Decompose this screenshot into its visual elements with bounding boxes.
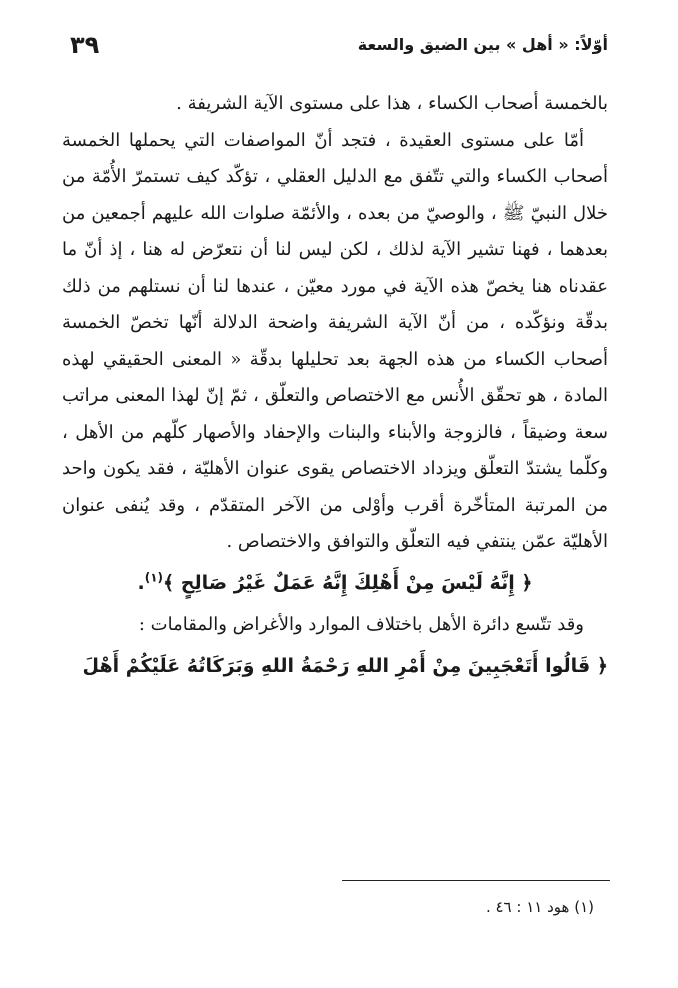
running-head: أوّلاً: « أهل » بين الضيق والسعة [357, 35, 608, 54]
page-number: ٣٩ [70, 31, 100, 59]
verse-1-text: ﴿ إِنَّهُ لَيْسَ مِنْ أَهْلِكَ إِنَّهُ عَمَلٌ غَيْرُ صَالِحٍ ﴾ [163, 571, 533, 594]
footnote-divider [342, 880, 610, 881]
paragraph-3: وقد تتّسع دائرة الأهل باختلاف الموارد والأغراض والمقامات : [138, 614, 584, 635]
paragraph-1: بالخمسة أصحاب الكساء ، هذا على مستوى الآية الشريفة . [176, 93, 608, 114]
paragraph-2: أمّا على مستوى العقيدة ، فتجد أنّ المواصفات التي يحملها الخمسة أصحاب الكساء والتي تتّفق مع الدليل العقلي ، تؤكّد كيف تستمرّ الأُمّة من خلال النبيّ ﷺ ، والوصيّ من بعده ، والأئمّة صلوات الله عليهم أجمعين من بعدهما ، فهنا تشير الآية لذلك ، لكن ليس لنا أن نتعرّض له هنا ، إذ أنّ ما عقدناه هنا يخصّ هذه الآية في مورد معيّن ، عندها لنا أن نستلهم من ذلك بدقّة ونؤكّده ، من أنّ الآية الشريفة واضحة الدلالة أنّها تخصّ الخمسة أصحاب الكساء من هذه الجهة بعد تحليلها بدقّة « المعنى الحقيقي لهذه المادة ، هو تحقّق الأُنس مع الاختصاص والتعلّق ، ثمّ إنّ لهذا المعنى مراتب سعة وضيقاً ، فالزوجة والأبناء والبنات والإحفاد والأصهار كلّهم من الأهل ، وكلّما يشتدّ التعلّق ويزداد الاختصاص يقوى عنوان الأهليّة ، فقد يكون واحد من المرتبة المتأخّرة أقرب وأوْلى من الآخر المتقدّم ، وقد يُنفى عنوان الأهليّة عمّن ينتفي فيه التعلّق والتوافق والاختصاص . [62, 129, 608, 552]
page-header [70, 30, 608, 70]
quran-verse-1 [62, 565, 608, 602]
quran-verse-2: ﴿ قَالُوا أَتَعْجَبِينَ مِنْ أَمْرِ اللهِ رَحْمَةُ اللهِ وَبَرَكَاتُهُ عَلَيْكُمْ أَهْلَ [82, 654, 608, 677]
verse-1-period: . [137, 571, 145, 594]
body-text [62, 86, 608, 684]
footnote: (١) هود ١١ : ٤٦ . [485, 898, 594, 916]
footnote-marker: (١) [144, 570, 164, 585]
